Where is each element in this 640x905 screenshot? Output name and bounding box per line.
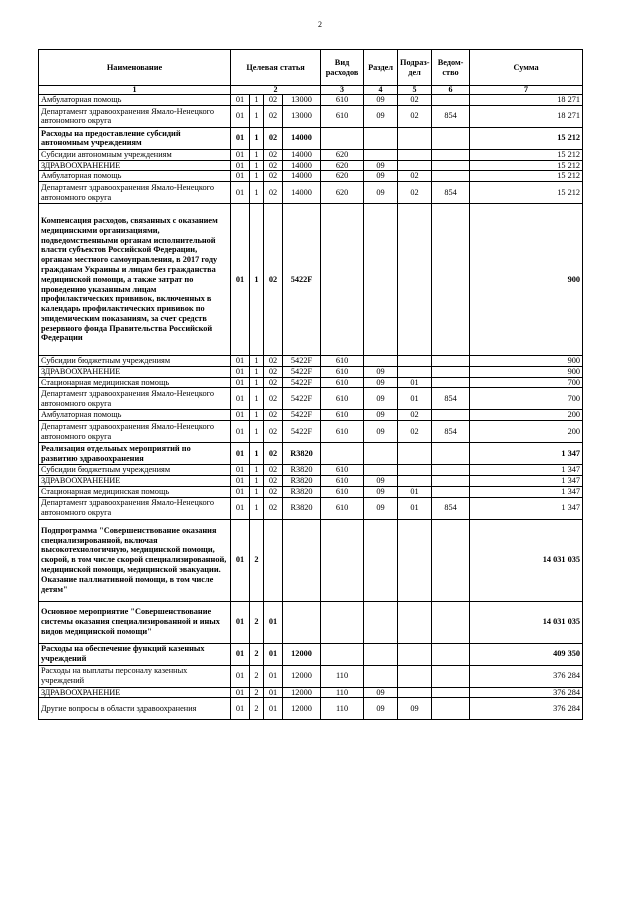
expense-type-code: 610 [321, 410, 364, 421]
subprogram-code: 1 [250, 149, 264, 160]
program-code: 01 [231, 204, 250, 356]
table-row [39, 698, 583, 720]
section-code: 09 [364, 366, 398, 377]
subprogram-code: 1 [250, 127, 264, 149]
subprogram-code: 1 [250, 497, 264, 519]
event-code: 02 [264, 171, 283, 182]
event-code: 02 [264, 356, 283, 367]
program-code: 01 [231, 486, 250, 497]
department-code [432, 356, 470, 367]
program-code: 01 [231, 698, 250, 720]
row-name: Расходы на предоставление субсидий автономным учреждениям [39, 127, 231, 149]
subsection-code [398, 519, 432, 601]
direction-code: 5422F [283, 366, 321, 377]
row-amount: 1 347 [470, 497, 583, 519]
section-code: 09 [364, 182, 398, 204]
section-code: 09 [364, 421, 398, 443]
program-code: 01 [231, 366, 250, 377]
subprogram-code: 1 [250, 421, 264, 443]
direction-code: 14000 [283, 182, 321, 204]
row-name: Департамент здравоохранения Ямало-Ненецкого автономного округа [39, 388, 231, 410]
subsection-code: 02 [398, 421, 432, 443]
column-number: 5 [398, 86, 432, 95]
row-amount: 1 347 [470, 476, 583, 487]
expense-type-code: 610 [321, 95, 364, 106]
subsection-code [398, 643, 432, 665]
program-code: 01 [231, 687, 250, 698]
subprogram-code: 1 [250, 410, 264, 421]
row-name: Реализация отдельных мероприятий по развитию здравоохранения [39, 443, 231, 465]
section-code: 09 [364, 476, 398, 487]
subsection-code [398, 601, 432, 643]
subprogram-code: 1 [250, 366, 264, 377]
table-row [39, 388, 583, 410]
department-code [432, 476, 470, 487]
event-code: 02 [264, 182, 283, 204]
section-code: 09 [364, 95, 398, 106]
department-code: 854 [432, 497, 470, 519]
department-code [432, 643, 470, 665]
subprogram-code: 1 [250, 160, 264, 171]
program-code: 01 [231, 105, 250, 127]
expense-type-code: 610 [321, 377, 364, 388]
program-code: 01 [231, 356, 250, 367]
table-row [39, 421, 583, 443]
department-code: 854 [432, 388, 470, 410]
row-name: ЗДРАВООХРАНЕНИЕ [39, 160, 231, 171]
direction-code: 13000 [283, 105, 321, 127]
subsection-code [398, 687, 432, 698]
header-name: Наименование [39, 50, 231, 86]
direction-code: R3820 [283, 497, 321, 519]
header-expense-type: Вид расходов [321, 50, 364, 86]
subsection-code: 01 [398, 377, 432, 388]
table-row [39, 377, 583, 388]
table-row [39, 127, 583, 149]
subsection-code: 01 [398, 497, 432, 519]
row-amount: 700 [470, 377, 583, 388]
subsection-code [398, 476, 432, 487]
table-row [39, 160, 583, 171]
event-code: 02 [264, 476, 283, 487]
subprogram-code: 2 [250, 698, 264, 720]
section-code [364, 665, 398, 687]
event-code: 02 [264, 377, 283, 388]
direction-code: R3820 [283, 443, 321, 465]
event-code: 02 [264, 204, 283, 356]
department-code [432, 665, 470, 687]
header-target: Целевая статья [231, 50, 321, 86]
expense-type-code: 610 [321, 366, 364, 377]
subprogram-code: 1 [250, 476, 264, 487]
table-row [39, 601, 583, 643]
program-code: 01 [231, 160, 250, 171]
expense-type-code: 620 [321, 171, 364, 182]
subsection-code: 02 [398, 95, 432, 106]
section-code [364, 643, 398, 665]
section-code: 09 [364, 410, 398, 421]
department-code: 854 [432, 105, 470, 127]
column-number: 3 [321, 86, 364, 95]
event-code: 01 [264, 687, 283, 698]
expense-type-code [321, 127, 364, 149]
section-code: 09 [364, 388, 398, 410]
subsection-code: 01 [398, 486, 432, 497]
row-amount: 900 [470, 204, 583, 356]
direction-code [283, 601, 321, 643]
event-code: 01 [264, 643, 283, 665]
table-row [39, 643, 583, 665]
event-code [264, 519, 283, 601]
program-code: 01 [231, 665, 250, 687]
direction-code: 13000 [283, 95, 321, 106]
table-row [39, 687, 583, 698]
program-code: 01 [231, 476, 250, 487]
subsection-code: 09 [398, 698, 432, 720]
expense-type-code: 110 [321, 698, 364, 720]
row-name: Амбулаторная помощь [39, 410, 231, 421]
event-code: 02 [264, 497, 283, 519]
section-code [364, 356, 398, 367]
direction-code: R3820 [283, 476, 321, 487]
event-code: 02 [264, 486, 283, 497]
event-code: 02 [264, 366, 283, 377]
column-number: 1 [39, 86, 231, 95]
subprogram-code: 1 [250, 356, 264, 367]
department-code [432, 171, 470, 182]
section-code [364, 204, 398, 356]
subsection-code: 02 [398, 182, 432, 204]
table-row [39, 497, 583, 519]
expense-type-code: 610 [321, 497, 364, 519]
table-row [39, 366, 583, 377]
row-amount: 1 347 [470, 443, 583, 465]
column-number: 4 [364, 86, 398, 95]
row-name: Субсидии автономным учреждениям [39, 149, 231, 160]
subsection-code: 01 [398, 388, 432, 410]
column-number: 6 [432, 86, 470, 95]
table-row [39, 171, 583, 182]
section-code: 09 [364, 698, 398, 720]
event-code: 02 [264, 465, 283, 476]
direction-code: 5422F [283, 356, 321, 367]
subprogram-code: 2 [250, 519, 264, 601]
direction-code: 5422F [283, 410, 321, 421]
row-name: Основное мероприятие "Совершенствование системы оказания специализированной и иных видов медицинской помощи" [39, 601, 231, 643]
department-code [432, 486, 470, 497]
row-amount: 15 212 [470, 149, 583, 160]
subsection-code: 02 [398, 171, 432, 182]
expense-type-code: 620 [321, 182, 364, 204]
direction-code: 5422F [283, 388, 321, 410]
section-code: 09 [364, 105, 398, 127]
table-row [39, 95, 583, 106]
direction-code: R3820 [283, 465, 321, 476]
direction-code [283, 519, 321, 601]
row-amount: 200 [470, 410, 583, 421]
row-name: Департамент здравоохранения Ямало-Ненецкого автономного округа [39, 421, 231, 443]
section-code [364, 127, 398, 149]
row-amount: 15 212 [470, 182, 583, 204]
department-code [432, 443, 470, 465]
subprogram-code: 2 [250, 601, 264, 643]
subsection-code [398, 356, 432, 367]
program-code: 01 [231, 388, 250, 410]
subsection-code [398, 149, 432, 160]
expense-type-code [321, 519, 364, 601]
program-code: 01 [231, 643, 250, 665]
subprogram-code: 2 [250, 687, 264, 698]
row-amount: 1 347 [470, 465, 583, 476]
section-code: 09 [364, 687, 398, 698]
subsection-code [398, 465, 432, 476]
program-code: 01 [231, 182, 250, 204]
event-code: 02 [264, 160, 283, 171]
header-subsection: Подраз-дел [398, 50, 432, 86]
department-code [432, 366, 470, 377]
row-amount: 700 [470, 388, 583, 410]
table-row [39, 204, 583, 356]
row-amount: 376 284 [470, 687, 583, 698]
direction-code: 14000 [283, 160, 321, 171]
expense-type-code: 110 [321, 687, 364, 698]
table-row [39, 443, 583, 465]
row-amount: 14 031 035 [470, 519, 583, 601]
row-amount: 376 284 [470, 698, 583, 720]
row-name: ЗДРАВООХРАНЕНИЕ [39, 366, 231, 377]
program-code: 01 [231, 601, 250, 643]
program-code: 01 [231, 149, 250, 160]
expense-type-code: 110 [321, 665, 364, 687]
expense-type-code: 610 [321, 388, 364, 410]
subsection-code [398, 127, 432, 149]
expense-type-code: 610 [321, 476, 364, 487]
table-row [39, 105, 583, 127]
subsection-code [398, 366, 432, 377]
section-code: 09 [364, 160, 398, 171]
table-row [39, 410, 583, 421]
subsection-code [398, 443, 432, 465]
department-code [432, 410, 470, 421]
subprogram-code: 1 [250, 182, 264, 204]
row-amount: 15 212 [470, 171, 583, 182]
subsection-code [398, 665, 432, 687]
row-amount: 1 347 [470, 486, 583, 497]
event-code: 01 [264, 601, 283, 643]
column-number: 2 [231, 86, 321, 95]
event-code: 02 [264, 388, 283, 410]
program-code: 01 [231, 443, 250, 465]
event-code: 01 [264, 665, 283, 687]
direction-code: 12000 [283, 665, 321, 687]
program-code: 01 [231, 497, 250, 519]
subsection-code: 02 [398, 410, 432, 421]
event-code: 02 [264, 410, 283, 421]
program-code: 01 [231, 410, 250, 421]
table-row [39, 665, 583, 687]
event-code: 02 [264, 421, 283, 443]
department-code [432, 687, 470, 698]
section-code: 09 [364, 486, 398, 497]
direction-code: R3820 [283, 486, 321, 497]
row-amount: 409 350 [470, 643, 583, 665]
expense-type-code [321, 643, 364, 665]
expense-type-code [321, 601, 364, 643]
expense-type-code: 610 [321, 105, 364, 127]
row-name: Стационарная медицинская помощь [39, 486, 231, 497]
row-name: Субсидии бюджетным учреждениям [39, 465, 231, 476]
program-code: 01 [231, 171, 250, 182]
table-row [39, 465, 583, 476]
subprogram-code: 2 [250, 643, 264, 665]
program-code: 01 [231, 421, 250, 443]
expense-type-code: 620 [321, 160, 364, 171]
expense-type-code [321, 204, 364, 356]
expense-type-code: 610 [321, 465, 364, 476]
row-amount: 900 [470, 356, 583, 367]
row-name: Расходы на обеспечение функций казенных учреждений [39, 643, 231, 665]
table-row [39, 182, 583, 204]
department-code [432, 204, 470, 356]
program-code: 01 [231, 377, 250, 388]
event-code: 01 [264, 698, 283, 720]
direction-code: 5422F [283, 377, 321, 388]
direction-code: 5422F [283, 421, 321, 443]
row-amount: 376 284 [470, 665, 583, 687]
expense-type-code: 610 [321, 421, 364, 443]
subprogram-code: 1 [250, 465, 264, 476]
event-code: 02 [264, 149, 283, 160]
budget-table [38, 49, 583, 720]
section-code [364, 601, 398, 643]
section-code: 09 [364, 377, 398, 388]
subsection-code [398, 160, 432, 171]
section-code [364, 149, 398, 160]
row-name: Департамент здравоохранения Ямало-Ненецкого автономного округа [39, 497, 231, 519]
expense-type-code: 620 [321, 149, 364, 160]
direction-code: 12000 [283, 698, 321, 720]
row-amount: 15 212 [470, 160, 583, 171]
expense-type-code: 610 [321, 356, 364, 367]
subprogram-code: 1 [250, 388, 264, 410]
row-name: Департамент здравоохранения Ямало-Ненецкого автономного округа [39, 182, 231, 204]
department-code [432, 377, 470, 388]
row-amount: 200 [470, 421, 583, 443]
subprogram-code: 1 [250, 171, 264, 182]
row-name: Субсидии бюджетным учреждениям [39, 356, 231, 367]
row-amount: 14 031 035 [470, 601, 583, 643]
subprogram-code: 1 [250, 443, 264, 465]
subsection-code: 02 [398, 105, 432, 127]
program-code: 01 [231, 127, 250, 149]
row-name: Амбулаторная помощь [39, 95, 231, 106]
table-row [39, 356, 583, 367]
program-code: 01 [231, 95, 250, 106]
section-code: 09 [364, 171, 398, 182]
row-name: Подпрограмма "Совершенствование оказания специализированной, включая высокотехнологичную, медицинской помощи, скорой, в том числе скорой специализированной, медицинской помощи, медицинской эвакуации. Оказание паллиативной помощи, в том числе детям" [39, 519, 231, 601]
department-code [432, 149, 470, 160]
table-row [39, 519, 583, 601]
department-code: 854 [432, 182, 470, 204]
header-section: Раздел [364, 50, 398, 86]
direction-code: 5422F [283, 204, 321, 356]
section-code [364, 519, 398, 601]
subprogram-code: 1 [250, 95, 264, 106]
subprogram-code: 2 [250, 665, 264, 687]
table-row [39, 476, 583, 487]
row-name: Другие вопросы в области здравоохранения [39, 698, 231, 720]
department-code [432, 160, 470, 171]
column-number: 7 [470, 86, 583, 95]
expense-type-code: 610 [321, 486, 364, 497]
row-name: Департамент здравоохранения Ямало-Ненецкого автономного округа [39, 105, 231, 127]
page-number: 2 [318, 20, 322, 29]
department-code [432, 698, 470, 720]
subprogram-code: 1 [250, 377, 264, 388]
row-amount: 18 271 [470, 105, 583, 127]
event-code: 02 [264, 105, 283, 127]
row-name: ЗДРАВООХРАНЕНИЕ [39, 476, 231, 487]
department-code [432, 519, 470, 601]
department-code [432, 127, 470, 149]
row-name: Компенсация расходов, связанных с оказанием медицинскими организациями, подведомственными органам исполнительной власти субъектов Российской Федерации, органам местного самоуправления, в 2017 году гражданам Украины и лицам без гражданства медицинской помощи, а также затрат по проведению указанным лицам профилактических прививок, включенных в календарь профилактических прививок по эпидемическим показаниям, за счет средств резервного фонда Правительства Российской Федерации [39, 204, 231, 356]
subprogram-code: 1 [250, 105, 264, 127]
program-code: 01 [231, 465, 250, 476]
row-name: Амбулаторная помощь [39, 171, 231, 182]
event-code: 02 [264, 95, 283, 106]
department-code: 854 [432, 421, 470, 443]
header-amount: Сумма [470, 50, 583, 86]
direction-code: 14000 [283, 171, 321, 182]
direction-code: 14000 [283, 127, 321, 149]
direction-code: 14000 [283, 149, 321, 160]
section-code [364, 465, 398, 476]
event-code: 02 [264, 443, 283, 465]
table-row [39, 149, 583, 160]
department-code [432, 601, 470, 643]
event-code: 02 [264, 127, 283, 149]
row-amount: 15 212 [470, 127, 583, 149]
row-name: ЗДРАВООХРАНЕНИЕ [39, 687, 231, 698]
row-name: Стационарная медицинская помощь [39, 377, 231, 388]
section-code [364, 443, 398, 465]
subsection-code [398, 204, 432, 356]
row-amount: 900 [470, 366, 583, 377]
header-department: Ведом-ство [432, 50, 470, 86]
row-amount: 18 271 [470, 95, 583, 106]
program-code: 01 [231, 519, 250, 601]
department-code [432, 95, 470, 106]
direction-code: 12000 [283, 687, 321, 698]
row-name: Расходы на выплаты персоналу казенных учреждений [39, 665, 231, 687]
subprogram-code: 1 [250, 204, 264, 356]
subprogram-code: 1 [250, 486, 264, 497]
direction-code: 12000 [283, 643, 321, 665]
table-row [39, 486, 583, 497]
section-code: 09 [364, 497, 398, 519]
expense-type-code [321, 443, 364, 465]
department-code [432, 465, 470, 476]
